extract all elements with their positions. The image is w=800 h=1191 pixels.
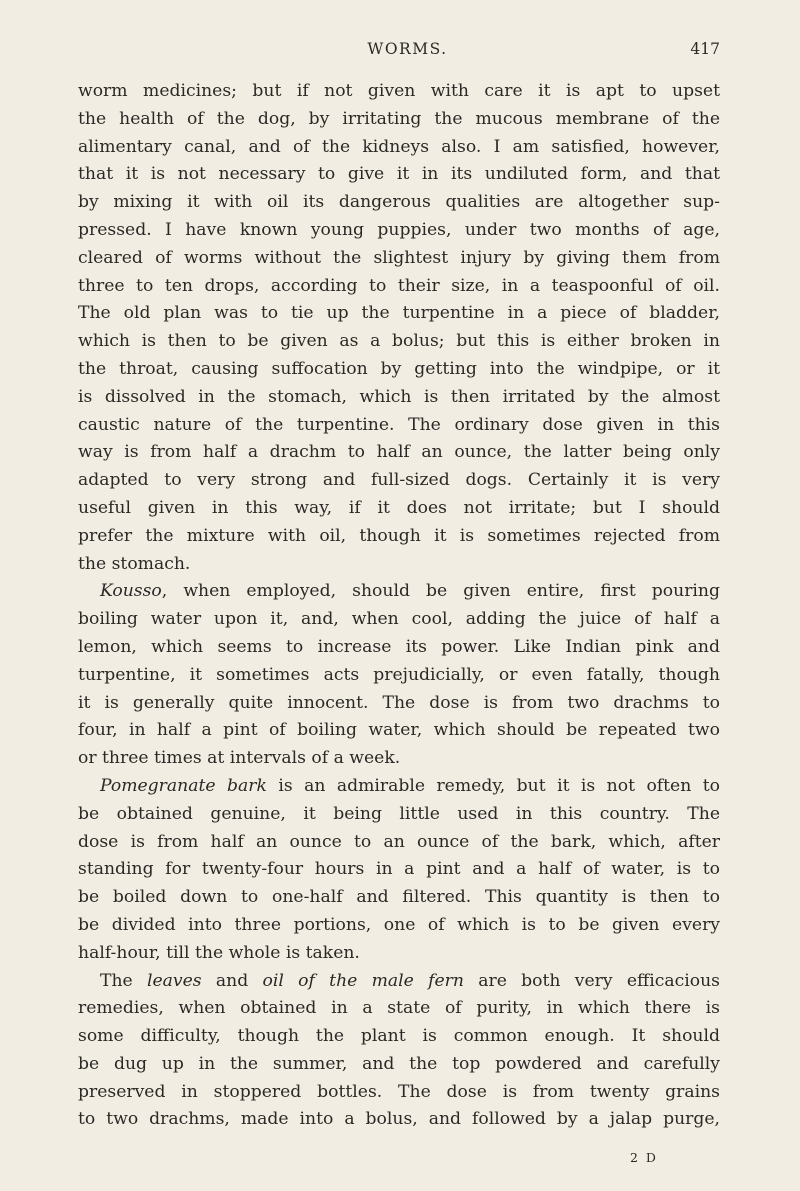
text-line [78,412,720,440]
italic-term: leaves [147,970,202,991]
text-segment: adapted to very strong and full-sized dogs. Certainly it is very [78,470,720,491]
text-line [78,773,720,801]
text-line [78,884,720,912]
text-segment: be dug up in the summer, and the top powdered and carefully [78,1053,720,1074]
text-line [78,912,720,940]
text-line [78,690,720,718]
text-segment: that it is not necessary to give it in its undiluted form, and that [78,164,720,185]
text-line [78,523,720,551]
text-line [78,495,720,523]
text-line [78,856,720,884]
text-segment: turpentine, it sometimes acts prejudicially, or even fatally, though [78,664,720,685]
text-line [78,134,720,162]
text-segment: dose is from half an ounce to an ounce of the bark, which, after [78,831,720,852]
text-line [78,273,720,301]
text-segment: which is then to be given as a bolus; but this is either broken in [78,331,720,352]
text-line [78,189,720,217]
text-segment: preserved in stoppered bottles. The dose is from twenty grains [78,1081,720,1102]
text-line [78,1106,720,1134]
page-number: 417 [690,40,720,58]
text-line [78,606,720,634]
text-segment: the health of the dog, by irritating the mucous membrane of the [78,108,720,129]
body-text [78,78,720,1134]
text-line [78,106,720,134]
text-line [78,940,720,968]
text-segment: be obtained genuine, it being little used in this country. The [78,803,720,824]
text-segment: way is from half a drachm to half an ounce, the latter being only [78,442,720,463]
text-segment: are both very efficacious [463,970,720,991]
text-segment: , when employed, should be given entire, first pouring [161,581,720,602]
text-segment: be divided into three portions, one of which is to be given every [78,914,720,935]
text-segment: to two drachms, made into a bolus, and followed by a jalap purge, [78,1109,720,1130]
text-line [78,384,720,412]
text-line [78,1051,720,1079]
text-line [78,578,720,606]
text-line [78,717,720,745]
text-line [78,801,720,829]
text-line [78,829,720,857]
text-segment: The [100,970,147,991]
text-line [78,1079,720,1107]
text-line [78,217,720,245]
text-segment: standing for twenty-four hours in a pint and a half of water, is to [78,859,720,880]
text-line [78,245,720,273]
text-segment: it is generally quite innocent. The dose is from two drachms to [78,692,720,713]
text-line [78,356,720,384]
text-segment: by mixing it with oil its dangerous qualities are altogether sup- [78,192,720,213]
text-segment: and [201,970,263,991]
text-line [78,439,720,467]
text-segment: is an admirable remedy, but it is not often to [266,775,720,796]
running-head: WORMS. [367,40,448,58]
text-segment: cleared of worms without the slightest injury by giving them from [78,247,720,268]
text-line [78,161,720,189]
text-segment: half-hour, till the whole is taken. [78,942,360,963]
text-segment: caustic nature of the turpentine. The ordinary dose given in this [78,414,720,435]
text-segment: lemon, which seems to increase its power. Like Indian pink and [78,636,720,657]
text-line [78,995,720,1023]
text-line [78,328,720,356]
text-segment: boiling water upon it, and, when cool, adding the juice of half a [78,609,720,630]
text-segment: remedies, when obtained in a state of purity, in which there is [78,998,720,1019]
text-segment: prefer the mixture with oil, though it is sometimes rejected from [78,525,720,546]
text-line [78,300,720,328]
text-segment: the stomach. [78,553,191,574]
text-segment: or three times at intervals of a week. [78,748,401,769]
text-segment: alimentary canal, and of the kidneys also. I am satisfied, however, [78,136,720,157]
text-segment: some difficulty, though the plant is common enough. It should [78,1026,720,1047]
text-line [78,745,720,773]
text-line [78,467,720,495]
text-segment: be boiled down to one-half and filtered. This quantity is then to [78,887,720,908]
text-segment: pressed. I have known young puppies, under two months of age, [78,219,720,240]
text-line [78,78,720,106]
text-line [78,634,720,662]
text-segment: three to ten drops, according to their size, in a teaspoonful of oil. [78,275,720,296]
text-segment: The old plan was to tie up the turpentine in a piece of bladder, [78,303,720,324]
text-segment: the throat, causing suffocation by getting into the windpipe, or it [78,358,720,379]
signature-mark: 2 D [630,1150,658,1165]
text-segment: is dissolved in the stomach, which is then irritated by the almost [78,386,720,407]
text-segment: useful given in this way, if it does not irritate; but I should [78,497,720,518]
text-line [78,662,720,690]
italic-term: Kousso [100,581,162,602]
page-header [95,40,720,64]
text-line [78,1023,720,1051]
text-line [78,968,720,996]
text-line [78,551,720,579]
text-segment: worm medicines; but if not given with care it is apt to upset [78,81,720,101]
italic-term: oil of the male fern [262,970,464,991]
text-segment: four, in half a pint of boiling water, which should be repeated two [78,720,720,741]
italic-term: Pomegranate bark [100,775,267,796]
